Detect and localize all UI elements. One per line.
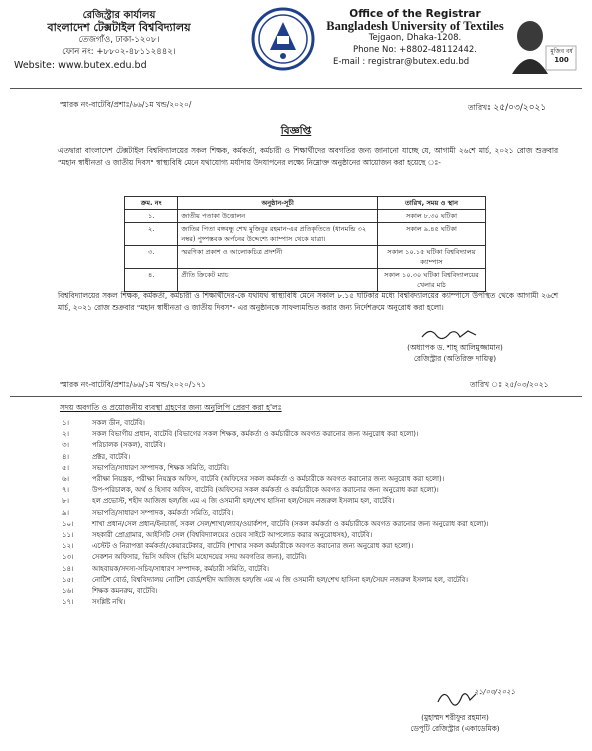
- item-number: ৩।: [62, 441, 69, 450]
- item-text: পরীক্ষা নিয়ন্ত্রক, পরীক্ষা নিয়ন্ত্রক অফিস, বাটেবি (অফিসের সকল কর্মকর্তা ও কর্মচারীকে অবগত করানোর জন্য অনুরোধ করা হলো)।: [92, 475, 445, 484]
- mujib-borsho-emblem: [506, 14, 578, 76]
- item-number: ১৪।: [62, 564, 74, 573]
- list-item: [62, 564, 562, 575]
- table-header-row: [125, 197, 486, 210]
- table-row: [125, 269, 486, 292]
- list-item: [62, 452, 562, 463]
- row-item: জাতীয় পতাকা উত্তোলন: [178, 210, 378, 223]
- col-time-place: তারিখ, সময় ও স্থান: [377, 197, 485, 210]
- website: Website: www.butex.edu.bd: [14, 60, 147, 71]
- memo-date-2: [470, 380, 549, 392]
- header-english: [325, 8, 505, 68]
- list-item: [62, 552, 562, 563]
- signatory-2-title: ডেপুটি রেজিস্ট্রার (একাডেমিক): [410, 724, 500, 733]
- row-no: ৪.: [125, 269, 178, 292]
- address-en: Tejgaon, Dhaka-1208.: [368, 33, 462, 43]
- item-text: সভাপতি/সাধারণ সম্পাদক, কর্মকর্তা সমিতি, বাটেবি।: [92, 508, 234, 517]
- list-item: [62, 418, 562, 429]
- item-text: পরিচালক (সকল), বাটেবি।: [92, 441, 166, 450]
- item-number: ১৫।: [62, 575, 74, 584]
- item-number: ১।: [62, 419, 69, 427]
- program-table: [124, 196, 486, 292]
- signatory-2: [360, 712, 550, 734]
- closing-paragraph: বিশ্ববিদ্যালয়ের সকল শিক্ষক, কর্মকর্তা, কর্মচারী ও শিক্ষার্থীদের-কে যথাযথ স্বাস্থ্যবিধি মেনে সকাল ৮.১৫ ঘটিকার মধ্যে বিশ্ববিদ্যালয়ের ক্যাম্পাসে উপস্থিত থেকে আগামী ২৬শে মার্চ, ২০২১ রোজ শুক্রবার "মহান স্বাধীনতা ও জাতীয় দিবস"- এর অনুষ্ঠানকে সাফল্যমন্ডিত করার জন্য নির্দেশক্রমে অনুরোধ করা হলো।: [58, 291, 558, 312]
- header-bangla: [14, 10, 224, 72]
- item-number: ১৩।: [62, 553, 74, 562]
- item-number: ২।: [62, 430, 69, 439]
- row-time: সকাল ১০.৩০ ঘটিকা বিশ্ববিদ্যালয়ের খেলার মাঠ: [377, 269, 485, 292]
- list-item: [62, 508, 562, 519]
- row-no: ১.: [125, 210, 178, 223]
- list-item: [62, 575, 562, 586]
- item-text: সভাপতি/সাধারণ সম্পাদক, শিক্ষক সমিতি, বাটেবি।: [92, 463, 229, 472]
- item-number: ৬।: [62, 475, 69, 484]
- item-number: ১৬।: [62, 587, 74, 596]
- date-value: ২৫/০৩/২০২১: [493, 103, 547, 113]
- list-item: [62, 440, 562, 451]
- item-number: ৯।: [62, 508, 69, 517]
- row-item: প্রীতি ক্রিকেট ম্যাচ: [178, 269, 378, 292]
- item-text: সকল বিভাগীয় প্রধান, বাটেবি (বিভাগের সকল শিক্ষক, কর্মকর্তা ও কর্মচারীকে অবগত করানোর জন্য অনুরোধ করা হলো)।: [92, 430, 419, 439]
- item-number: ৭।: [62, 486, 69, 495]
- item-number: ১০।: [62, 519, 74, 528]
- item-number: ১১।: [62, 531, 74, 540]
- table-row: [125, 223, 486, 246]
- list-item: [62, 496, 562, 507]
- item-text: হল প্রভোস্ট, শহীদ আজিজ হল/জি এম এ জি ওসমানী হল/শেখ হাসিনা হল/সৈয়দ নজরুল ইসলাম হল, বাটেবি।: [92, 497, 395, 506]
- university-name-en: Bangladesh University of Textiles: [326, 19, 504, 33]
- row-time: সকাল ৯.৪৫ ঘটিকা: [377, 223, 485, 246]
- item-text: আহবায়ক/সদস্য-সচিব/সাধারণ সম্পাদক, কর্মচারী সমিতি, বাটেবি।: [92, 564, 270, 573]
- row-time: সকাল ৮.৩০ ঘটিকা: [377, 210, 485, 223]
- item-text: শিক্ষক কমনরুম, বাটেবি।: [92, 587, 158, 596]
- university-logo: [244, 6, 322, 72]
- table-row: [125, 210, 486, 223]
- list-item: [62, 474, 562, 485]
- date-label: তারিখ ঃ: [470, 380, 503, 389]
- handwritten-date: ২১/০৩/২০২১: [474, 688, 516, 696]
- row-no: ২.: [125, 223, 178, 246]
- item-text: শাখা প্রধান/সেল প্রধান/ইনচার্জ, সকল সেল/শাখা/ল্যাব/ওয়ার্কশপ, বাটেবি (সকল কর্মকর্তা ও কর্মচারীকে অবগত করানোর জন্য অনুরোধ করা হলো)।: [92, 519, 489, 528]
- badge-year: 100: [554, 56, 569, 64]
- item-text: প্রক্টর, বাটেবি।: [92, 452, 131, 461]
- university-name-bn: বাংলাদেশ টেক্সটাইল বিশ্ববিদ্যালয়: [47, 21, 191, 34]
- memo-date-1: [468, 100, 546, 115]
- item-text: সহকারী প্রোগ্রামার, আইসিটি সেল (বিশ্ববিদ্যালয়ের ওয়েব সাইটে আপলোড করার অনুরোধসহ), বাটেবি।: [92, 531, 373, 540]
- list-item: [62, 463, 562, 474]
- office-name-en: Office of the Registrar: [349, 8, 481, 20]
- item-text: এস্টেট ও নিরাপত্তা কর্মকর্তা/কেয়ারটেকার, বাটেবি (শাখার সকল কর্মচারীকে অবগত করানোর জন্য অনুরোধ করা হলো)।: [92, 542, 414, 551]
- phone-en: Phone No: +8802-48112442.: [353, 45, 477, 55]
- item-text: সকল ডীন, বাটেবি।: [92, 419, 145, 427]
- row-item: জাতির পিতা বঙ্গবন্ধু শেখ মুজিবুর রহমান-এর প্রতিকৃতিতে (ধানমন্ডি ৩২ নম্বর) পুষ্পস্তবক অর্পনের উদ্দেশ্যে ক্যাম্পাস থেকে যাত্রা।: [178, 223, 378, 246]
- badge-text: মুজিব বর্ষ: [550, 48, 573, 55]
- office-name-bn: রেজিস্ট্রার কার্যালয়: [82, 10, 156, 21]
- signature-2: [436, 684, 516, 710]
- item-text: সেকশন অফিসার, ভিসি অফিস (ভিসি মহোদয়ের সদয় অবগতির জন্য), বাটেবি।: [92, 553, 307, 562]
- row-time: সকাল ১০.১৫ ঘটিকা বিশ্ববিদ্যালয় ক্যাম্পাস: [377, 246, 485, 269]
- row-no: ৩.: [125, 246, 178, 269]
- item-text: উপ-পরিচালক, অর্থ ও হিসাব অফিস, বাটেবি (অফিসের সকল কর্মকর্তা ও কর্মচারীকে অবগত করানোর জন্য অনুরোধ করা হলো)।: [92, 486, 439, 495]
- signatory-1-name: (অধ্যাপক ড. শাহ্ আলিমুজ্জামান): [407, 343, 503, 352]
- signature-1: [420, 325, 480, 343]
- copy-list: [62, 418, 562, 608]
- list-item: [62, 485, 562, 496]
- date-value: ২৫/০৩/২০২১: [504, 380, 549, 389]
- header-divider: [10, 88, 582, 89]
- memo-ref-2: স্মারক নং-বাটেবি/প্রশাঃ/৬৬/১ম খন্ড/২০২০/১৭১: [60, 380, 206, 389]
- copy-heading: সদয় অবগতি ও প্রয়োজনীয় ব্যবস্থা গ্রহণের জন্য অনুলিপি প্রেরণ করা হ'লঃ: [60, 403, 282, 412]
- section-divider: [10, 396, 582, 397]
- email: E-mail : registrar@butex.edu.bd: [333, 57, 470, 67]
- signatory-2-name: (মুহাম্মদ শরীফুর রহমান): [421, 713, 489, 722]
- list-item: [62, 586, 562, 597]
- item-number: ১৭।: [62, 598, 74, 607]
- row-item: স্মরণিকা প্রকাশ ও আলোকচিত্র প্রদর্শনী: [178, 246, 378, 269]
- item-number: ৮।: [62, 497, 69, 506]
- list-item: [62, 530, 562, 541]
- item-text: নোটিশ বোর্ড, বিশ্ববিদ্যালয় নোটিশ বোর্ড/শহীদ আজিজ হল/জি এম এ জি ওসমানী হল/শেখ হাসিনা হল/সৈয়দ নজরুল ইসলাম হল, বাটেবি।: [92, 575, 468, 584]
- item-number: ১২।: [62, 542, 74, 551]
- signatory-1: [370, 342, 540, 364]
- intro-paragraph: এতদ্বারা বাংলাদেশ টেক্সটাইল বিশ্ববিদ্যালয়ের সকল শিক্ষক, কর্মকর্তা, কর্মচারী ও শিক্ষার্থীদের অবগতির জন্য জানানো যাচ্ছে যে, আগামী ২৬শে মার্চ, ২০২১ রোজ শুক্রবার "মহান স্বাধীনতা ও জাতীয় দিবস" স্বাস্থ্যবিধি মেনে যথাযোগ্য মর্যাদায় উদযাপনের লক্ষ্যে নিম্নোক্ত অনুষ্ঠানের আয়োজন করা হয়েছে ঃ-: [58, 146, 558, 167]
- signatory-1-title: রেজিস্ট্রার (অতিরিক্ত দায়িত্ব): [413, 354, 497, 363]
- list-item: [62, 541, 562, 552]
- phone-bn: ফোন নং: +৮৮০২-৪৮১১২৪৪২।: [62, 47, 176, 57]
- item-number: ৫।: [62, 463, 69, 472]
- address-bn: তেজগাঁও, ঢাকা-১২০৮।: [78, 35, 160, 45]
- notice-title: বিজ্ঞপ্তি: [280, 125, 312, 137]
- item-text: সংশ্লিষ্ট নথি।: [92, 598, 126, 607]
- col-serial: ক্রম. নং: [125, 197, 178, 210]
- list-item: [62, 429, 562, 440]
- col-program: অনুষ্ঠান-সূচী: [178, 197, 378, 210]
- table-row: [125, 246, 486, 269]
- date-label: তারিখঃ: [468, 103, 491, 112]
- list-item: [62, 519, 562, 530]
- item-number: ৪।: [62, 452, 69, 461]
- memo-ref-1: স্মারক নং-বাটেবি/প্রশাঃ/৬৬/১ম খন্ড/২০২০/: [60, 100, 192, 109]
- list-item: [62, 597, 562, 608]
